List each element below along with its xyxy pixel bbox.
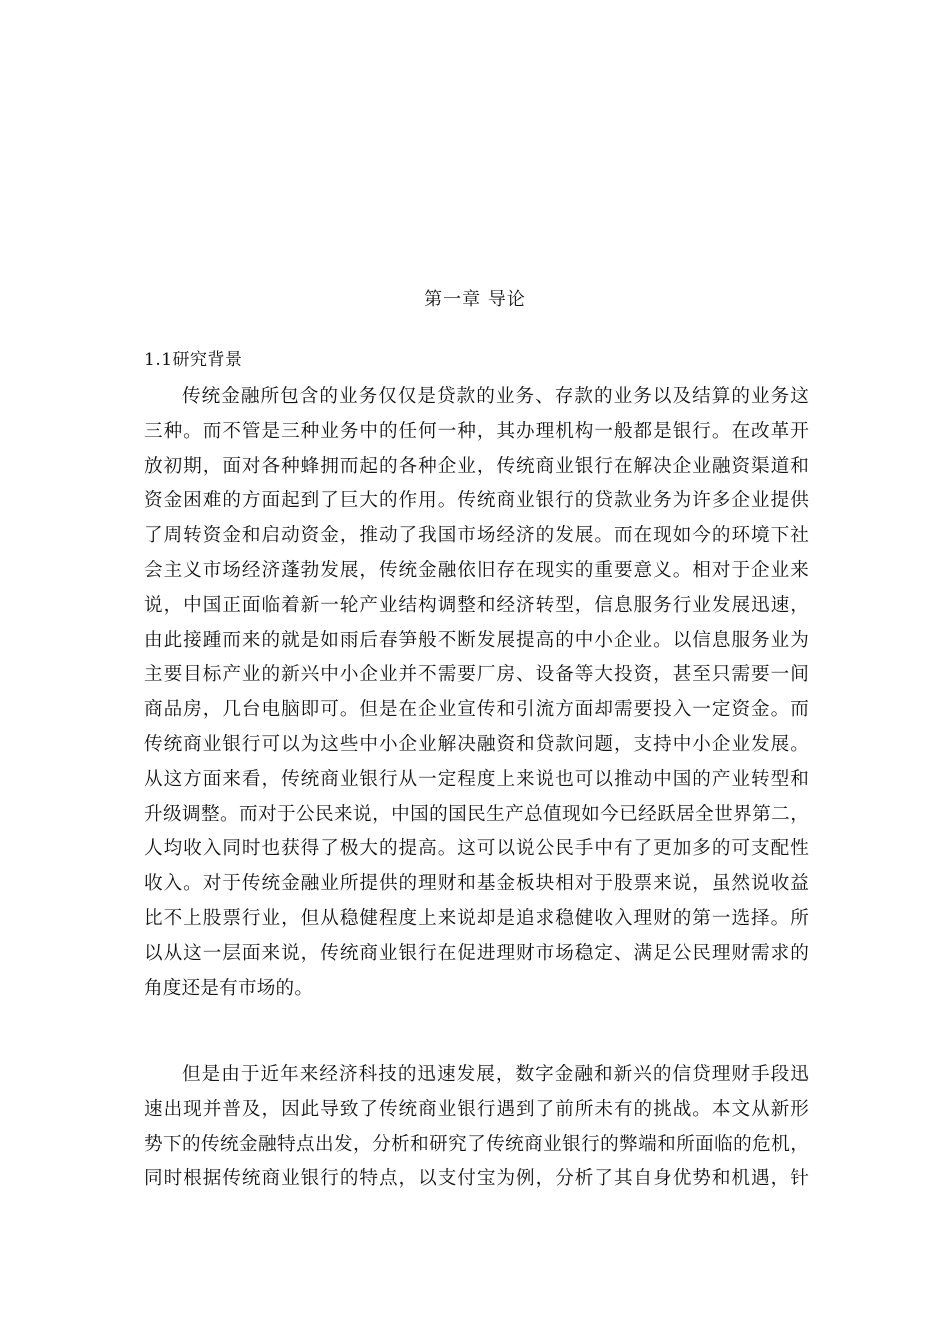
paragraph-1 xyxy=(144,380,809,1006)
paragraph-line: 收入。对于传统金融业所提供的理财和基金板块相对于股票来说，虽然说收益 xyxy=(144,873,809,895)
paragraph-2 xyxy=(144,1058,809,1197)
paragraph-line: 商品房，几台电脑即可。但是在企业宣传和引流方面却需要投入一定资金。而 xyxy=(144,699,809,721)
paragraph-line: 但是由于近年来经济科技的迅速发展，数字金融和新兴的信贷理财手段迅 xyxy=(182,1064,809,1085)
paragraph-line: 速出现并普及，因此导致了传统商业银行遇到了前所未有的挑战。本文从新形 xyxy=(144,1098,809,1120)
paragraph-line: 说，中国正面临着新一轮产业结构调整和经济转型，信息服务行业发展迅速， xyxy=(144,594,809,616)
paragraph-line: 会主义市场经济蓬勃发展，传统金融依旧存在现实的重要意义。相对于企业来 xyxy=(144,559,809,581)
paragraph-line: 了周转资金和启动资金，推动了我国市场经济的发展。而在现如今的环境下社 xyxy=(144,525,809,547)
paragraph-line: 传统商业银行可以为这些中小企业解决融资和贷款问题，支持中小企业发展。 xyxy=(144,733,809,755)
paragraph-line: 同时根据传统商业银行的特点，以支付宝为例，分析了其自身优势和机遇，针 xyxy=(144,1168,809,1190)
paragraph-line: 从这方面来看，传统商业银行从一定程度上来说也可以推动中国的产业转型和 xyxy=(144,768,809,790)
paragraph-line: 主要目标产业的新兴中小企业并不需要厂房、设备等大投资，甚至只需要一间 xyxy=(144,664,809,686)
paragraph-line: 升级调整。而对于公民来说，中国的国民生产总值现如今已经跃居全世界第二， xyxy=(144,803,809,825)
paragraph-line: 势下的传统金融特点出发，分析和研究了传统商业银行的弊端和所面临的危机， xyxy=(144,1133,809,1155)
section-heading: 1.1研究背景 xyxy=(144,350,243,370)
paragraph-line: 三种。而不管是三种业务中的任何一种，其办理机构一般都是银行。在改革开 xyxy=(144,420,809,442)
paragraph-line: 由此接踵而来的就是如雨后春笋般不断发展提高的中小企业。以信息服务业为 xyxy=(144,629,809,651)
paragraph-line: 角度还是有市场的。 xyxy=(144,977,314,999)
paragraph-line: 资金困难的方面起到了巨大的作用。传统商业银行的贷款业务为许多企业提供 xyxy=(144,490,809,512)
paragraph-line: 比不上股票行业，但从稳健程度上来说却是追求稳健收入理财的第一选择。所 xyxy=(144,907,809,929)
paragraph-line: 以从这一层面来说，传统商业银行在促进理财市场稳定、满足公民理财需求的 xyxy=(144,942,809,964)
paragraph-line: 传统金融所包含的业务仅仅是贷款的业务、存款的业务以及结算的业务这 xyxy=(182,386,809,407)
paragraph-line: 人均收入同时也获得了极大的提高。这可以说公民手中有了更加多的可支配性 xyxy=(144,838,809,860)
chapter-title: 第一章 导论 xyxy=(424,289,526,310)
paragraph-line: 放初期，面对各种蜂拥而起的各种企业，传统商业银行在解决企业融资渠道和 xyxy=(144,455,809,477)
